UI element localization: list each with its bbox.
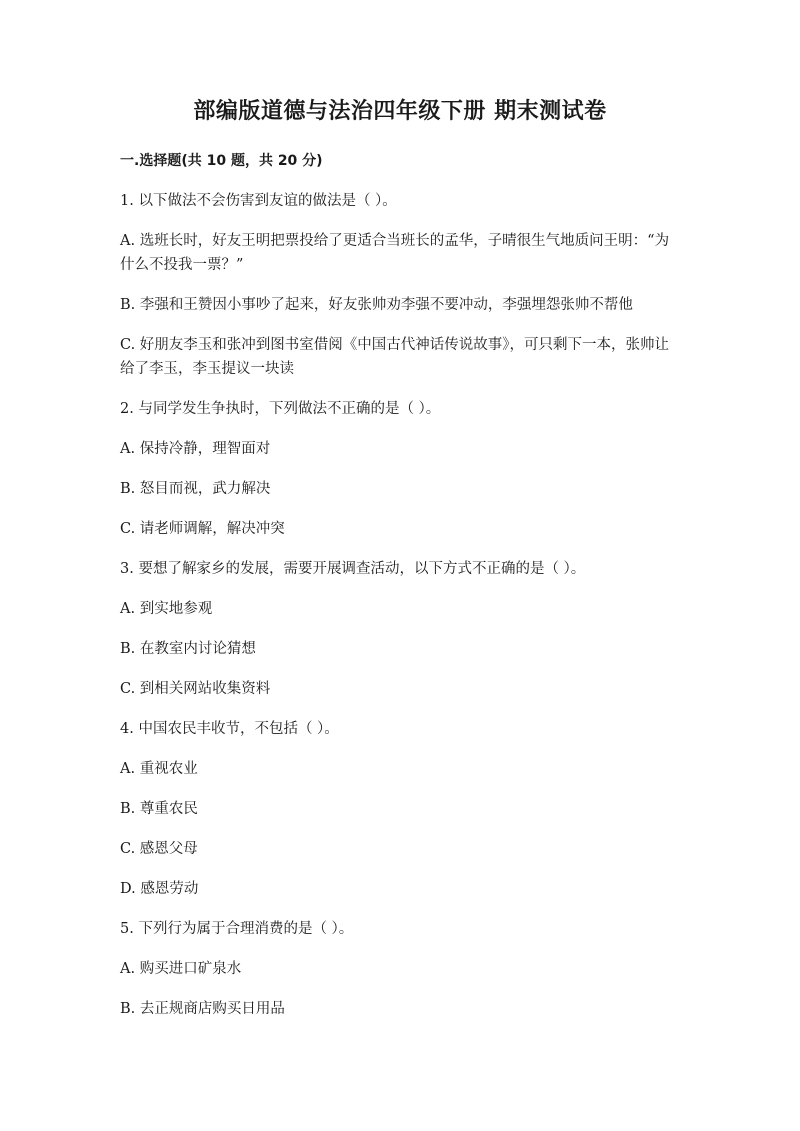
question-stem: 5. 下列行为属于合理消费的是（ ）。: [120, 921, 354, 937]
question-option: B. 怒目而视，武力解决: [120, 481, 271, 497]
question-option: D. 感恩劳动: [120, 881, 199, 897]
question-list: [120, 189, 676, 1037]
question-option: A. 选班长时，好友王明把票投给了更适合当班长的孟华，子晴很生气地质问王明：“为什么不投我一票？”: [120, 233, 670, 273]
question-option: B. 在教室内讨论猜想: [120, 641, 256, 657]
question-option: C. 感恩父母: [120, 841, 198, 857]
question-option: C. 好朋友李玉和张冲到图书室借阅《中国古代神话传说故事》，可只剩下一本，张帅让给了李玉，李玉提议一块读: [120, 337, 670, 377]
question-stem: 1. 以下做法不会伤害到友谊的做法是（ ）。: [120, 193, 397, 209]
question-stem: 3. 要想了解家乡的发展，需要开展调查活动，以下方式不正确的是（ ）。: [120, 561, 586, 577]
question-stem: 4. 中国农民丰收节，不包括（ ）。: [120, 721, 339, 737]
section-heading: 一.选择题(共 10 题，共 20 分): [120, 153, 323, 169]
question-option: B. 尊重农民: [120, 801, 198, 817]
question-option: B. 去正规商店购买日用品: [120, 1001, 285, 1017]
question-option: A. 重视农业: [120, 761, 198, 777]
question-option: A. 保持冷静，理智面对: [120, 441, 271, 457]
question-option: C. 请老师调解，解决冲突: [120, 521, 285, 537]
question-option: A. 到实地参观: [120, 601, 213, 617]
question-option: A. 购买进口矿泉水: [120, 961, 242, 977]
question-option: C. 到相关网站收集资料: [120, 681, 271, 697]
page-title: 部编版道德与法治四年级下册 期末测试卷: [193, 99, 607, 124]
question-option: B. 李强和王赞因小事吵了起来，好友张帅劝李强不要冲动，李强埋怨张帅不帮他: [120, 297, 633, 313]
question-stem: 2. 与同学发生争执时，下列做法不正确的是（ ）。: [120, 401, 441, 417]
